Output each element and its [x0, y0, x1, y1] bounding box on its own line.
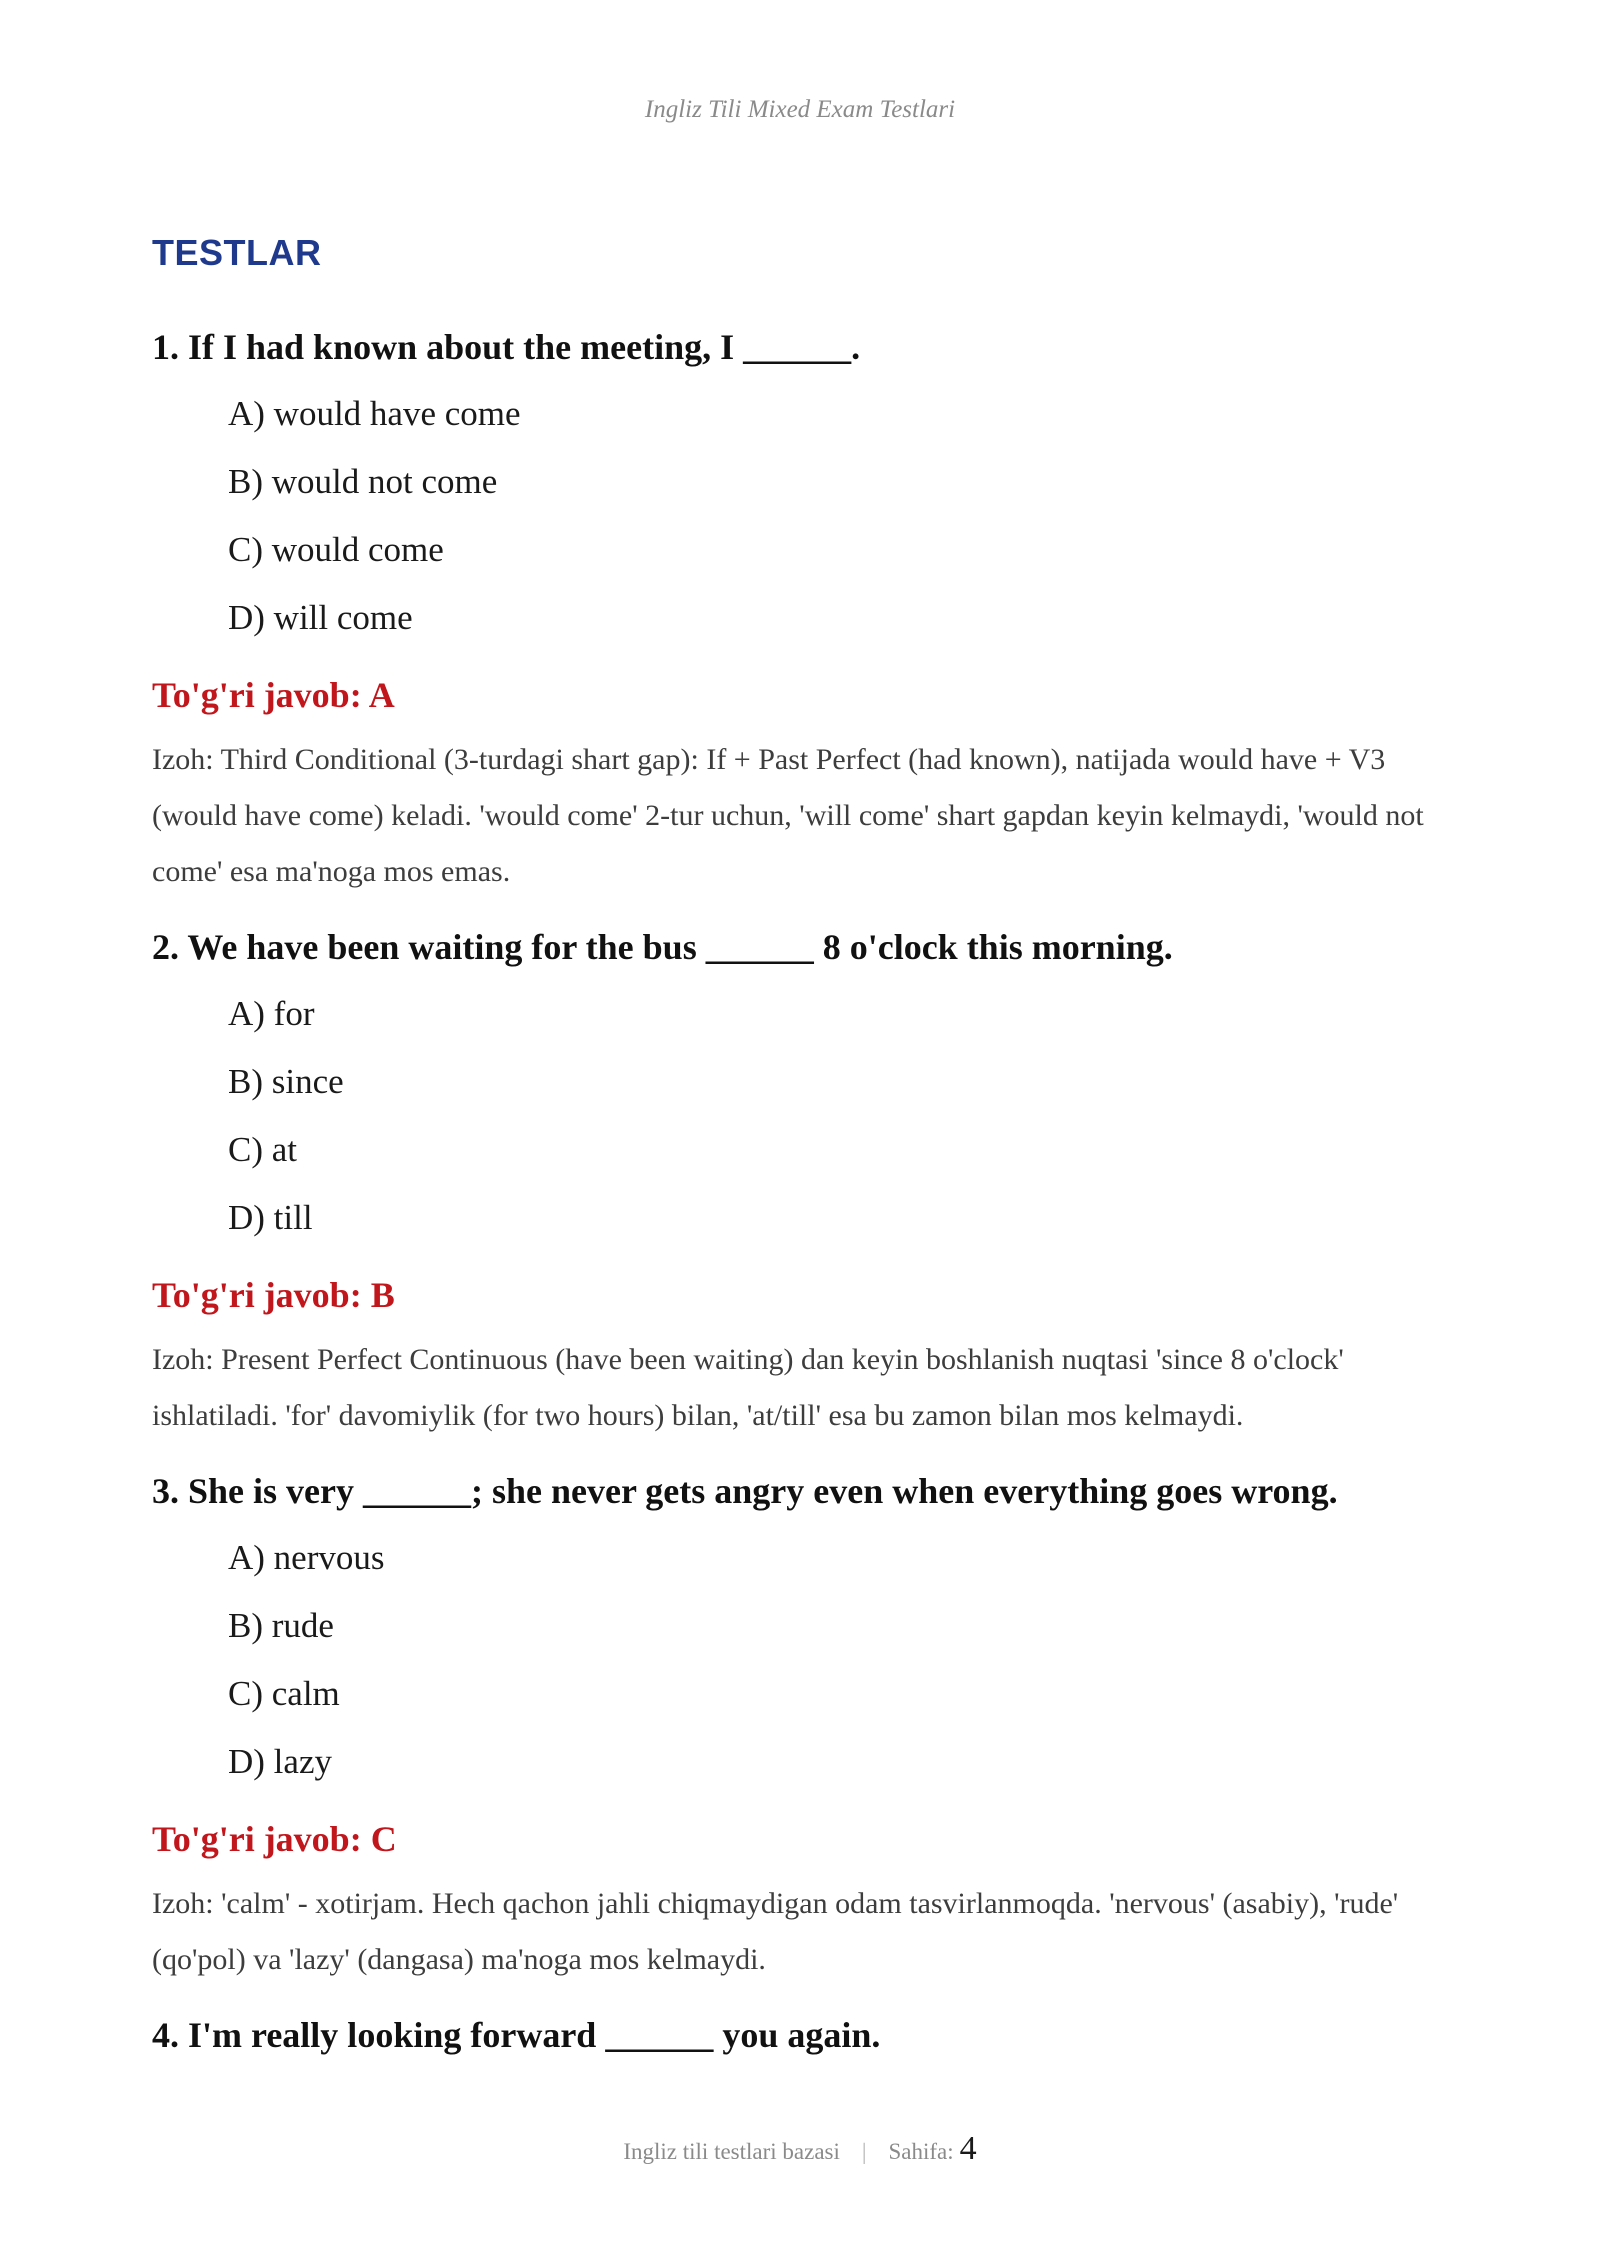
option-a: A) nervous: [228, 1538, 385, 1577]
footer-source: Ingliz tili testlari bazasi: [623, 2139, 840, 2164]
running-header: Ingliz Tili Mixed Exam Testlari: [644, 96, 956, 123]
question-list: [152, 322, 1452, 2076]
explanation: Izoh: Present Perfect Continuous (have been waiting) dan keyin boshlanish nuqtasi 'since 8 o'clock' ishlatiladi. 'for' davomiylik (for two hours) bilan, 'at/till' esa bu zamon bilan mos kelmaydi.: [152, 1343, 1344, 1432]
options-list: [152, 388, 1452, 660]
footer-separator: |: [861, 2139, 867, 2164]
correct-answer: To'g'ri javob: A: [152, 675, 395, 715]
option-b: B) since: [228, 1062, 344, 1101]
option-a: A) for: [228, 994, 315, 1033]
option-d: D) till: [228, 1198, 313, 1237]
page-footer: [0, 2130, 1600, 2168]
correct-answer: To'g'ri javob: B: [152, 1275, 395, 1315]
correct-answer: To'g'ri javob: C: [152, 1819, 397, 1859]
explanation: Izoh: 'calm' - xotirjam. Hech qachon jahli chiqmaydigan odam tasvirlanmoqda. 'nervous' (asabiy), 'rude' (qo'pol) va 'lazy' (dangasa) ma'noga mos kelmaydi.: [152, 1887, 1399, 1976]
question-text: 3. She is very ______; she never gets angry even when everything goes wrong.: [152, 1471, 1338, 1511]
option-d: D) lazy: [228, 1742, 332, 1781]
question-2: [152, 922, 1452, 1444]
question-1: [152, 322, 1452, 900]
option-d: D) will come: [228, 598, 413, 637]
option-c: C) would come: [228, 530, 444, 569]
question-text: 2. We have been waiting for the bus ______ 8 o'clock this morning.: [152, 927, 1173, 967]
option-b: B) rude: [228, 1606, 334, 1645]
options-list: [152, 988, 1452, 1260]
option-a: A) would have come: [228, 394, 521, 433]
question-text: 1. If I had known about the meeting, I ______.: [152, 327, 861, 367]
option-b: B) would not come: [228, 462, 498, 501]
footer-page-label: Sahifa:: [888, 2139, 954, 2164]
page-number: 4: [959, 2130, 977, 2167]
section-title: TESTLAR: [152, 232, 322, 273]
question-3: [152, 1466, 1452, 1988]
option-c: C) calm: [228, 1674, 340, 1713]
option-c: C) at: [228, 1130, 298, 1169]
options-list: [152, 1532, 1452, 1804]
question-text: 4. I'm really looking forward ______ you again.: [152, 2015, 881, 2055]
question-4: [152, 2010, 1452, 2060]
explanation: Izoh: Third Conditional (3-turdagi shart gap): If + Past Perfect (had known), natijada would have + V3 (would have come) keladi. 'would come' 2-tur uchun, 'will come' shart gapdan keyin kelmaydi, 'would not come' esa ma'noga mos emas.: [152, 743, 1424, 888]
